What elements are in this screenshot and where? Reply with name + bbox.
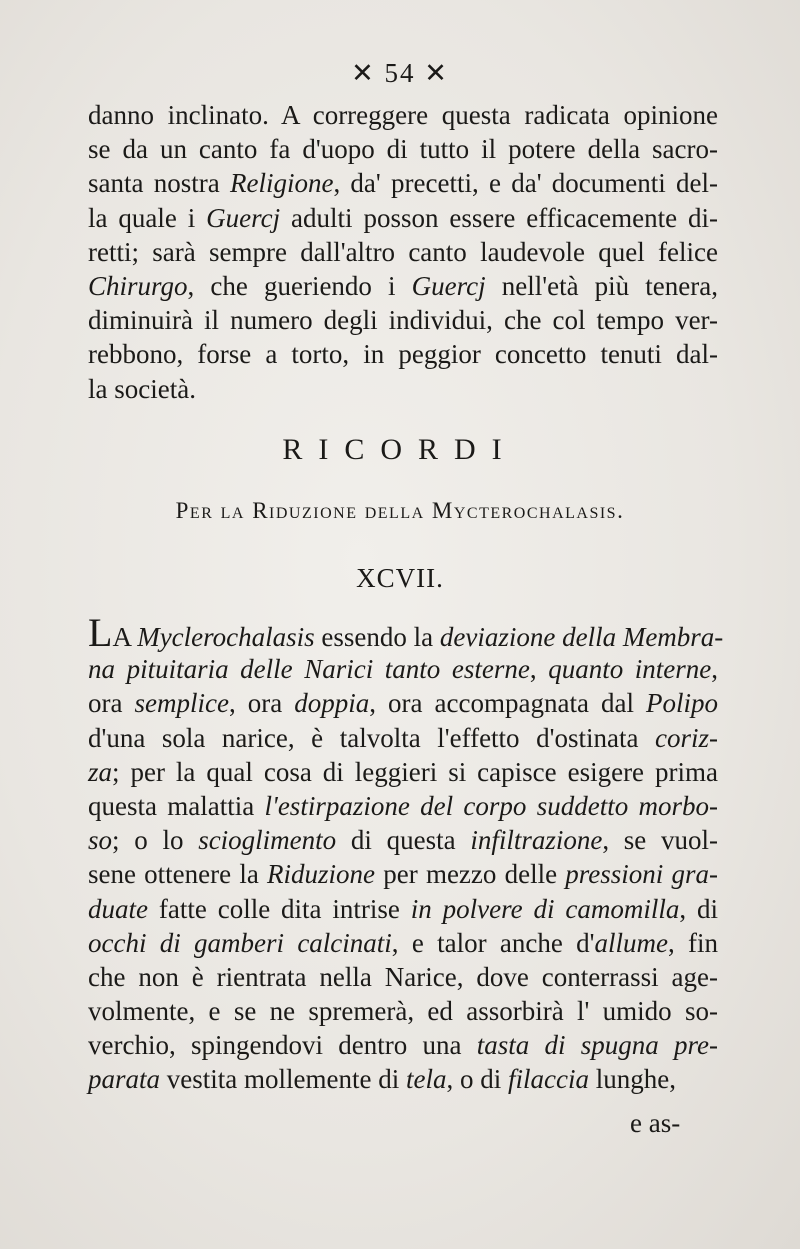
text-line: questa malattia l'estirpazione del corpo suddetto morbo- [88,790,718,821]
text-line: Chirurgo, che gueriendo i Guercj nell'età più tenera, [88,270,718,301]
drop-cap: L [88,610,113,655]
text-line: duate fatte colle dita intrise in polvere di camomilla, di [88,893,718,924]
text-line: rebbono, forse a torto, in peggior concetto tenuti dal- [88,339,718,370]
section-number: XCVII. [356,563,444,593]
text-line: na pituitaria delle Narici tanto esterne, quanto interne, [88,654,718,685]
text-line: za; per la qual cosa di leggieri si capisce esigere prima [88,756,718,787]
text-line: so; o lo scioglimento di questa infiltrazione, se vuol- [88,825,718,856]
text-line: sene ottenere la Riduzione per mezzo delle pressioni gra- [88,859,719,890]
page-number: ✕ 54 ✕ [351,58,449,88]
catchword: e as- [630,1108,681,1138]
text-line: la società. [88,373,196,404]
text-line: che non è rientrata nella Narice, dove conterrassi age- [88,961,718,992]
text-line: la quale i Guercj adulti posson essere efficacemente di- [88,202,718,233]
text-line: santa nostra Religione, da' precetti, e da' documenti del- [88,168,719,199]
text-line: danno inclinato. A correggere questa radicata opinione [88,100,718,130]
paragraph-intro [88,98,718,406]
text-line: se da un canto fa d'uopo di tutto il potere della sacro- [88,134,718,165]
section-title: RICORDI [282,433,518,466]
text-line: retti; sarà sempre dall'altro canto laudevole quel felice [88,236,718,267]
text-line: d'una sola narice, è talvolta l'effetto d'ostinata coriz- [88,722,718,753]
paragraph-main [88,610,724,1097]
section-subtitle: Per la Riduzione della Mycterochalasis. [175,498,625,523]
text-line: volmente, e se ne spremerà, ed assorbirà l' umido so- [88,996,718,1027]
text-line: occhi di gamberi calcinati, e talor anche d'allume, fin [88,927,718,958]
text-line: LA Myclerochalasis essendo la deviazione della Membra- [88,610,724,655]
text-line: ora semplice, ora doppia, ora accompagnata dal Polipo [88,688,718,719]
text-line: parata vestita mollemente di tela, o di filaccia lunghe, [88,1064,676,1095]
text-line: diminuirà il numero degli individui, che col tempo ver- [88,305,718,336]
text-line: verchio, spingendovi dentro una tasta di spugna pre- [88,1030,719,1061]
